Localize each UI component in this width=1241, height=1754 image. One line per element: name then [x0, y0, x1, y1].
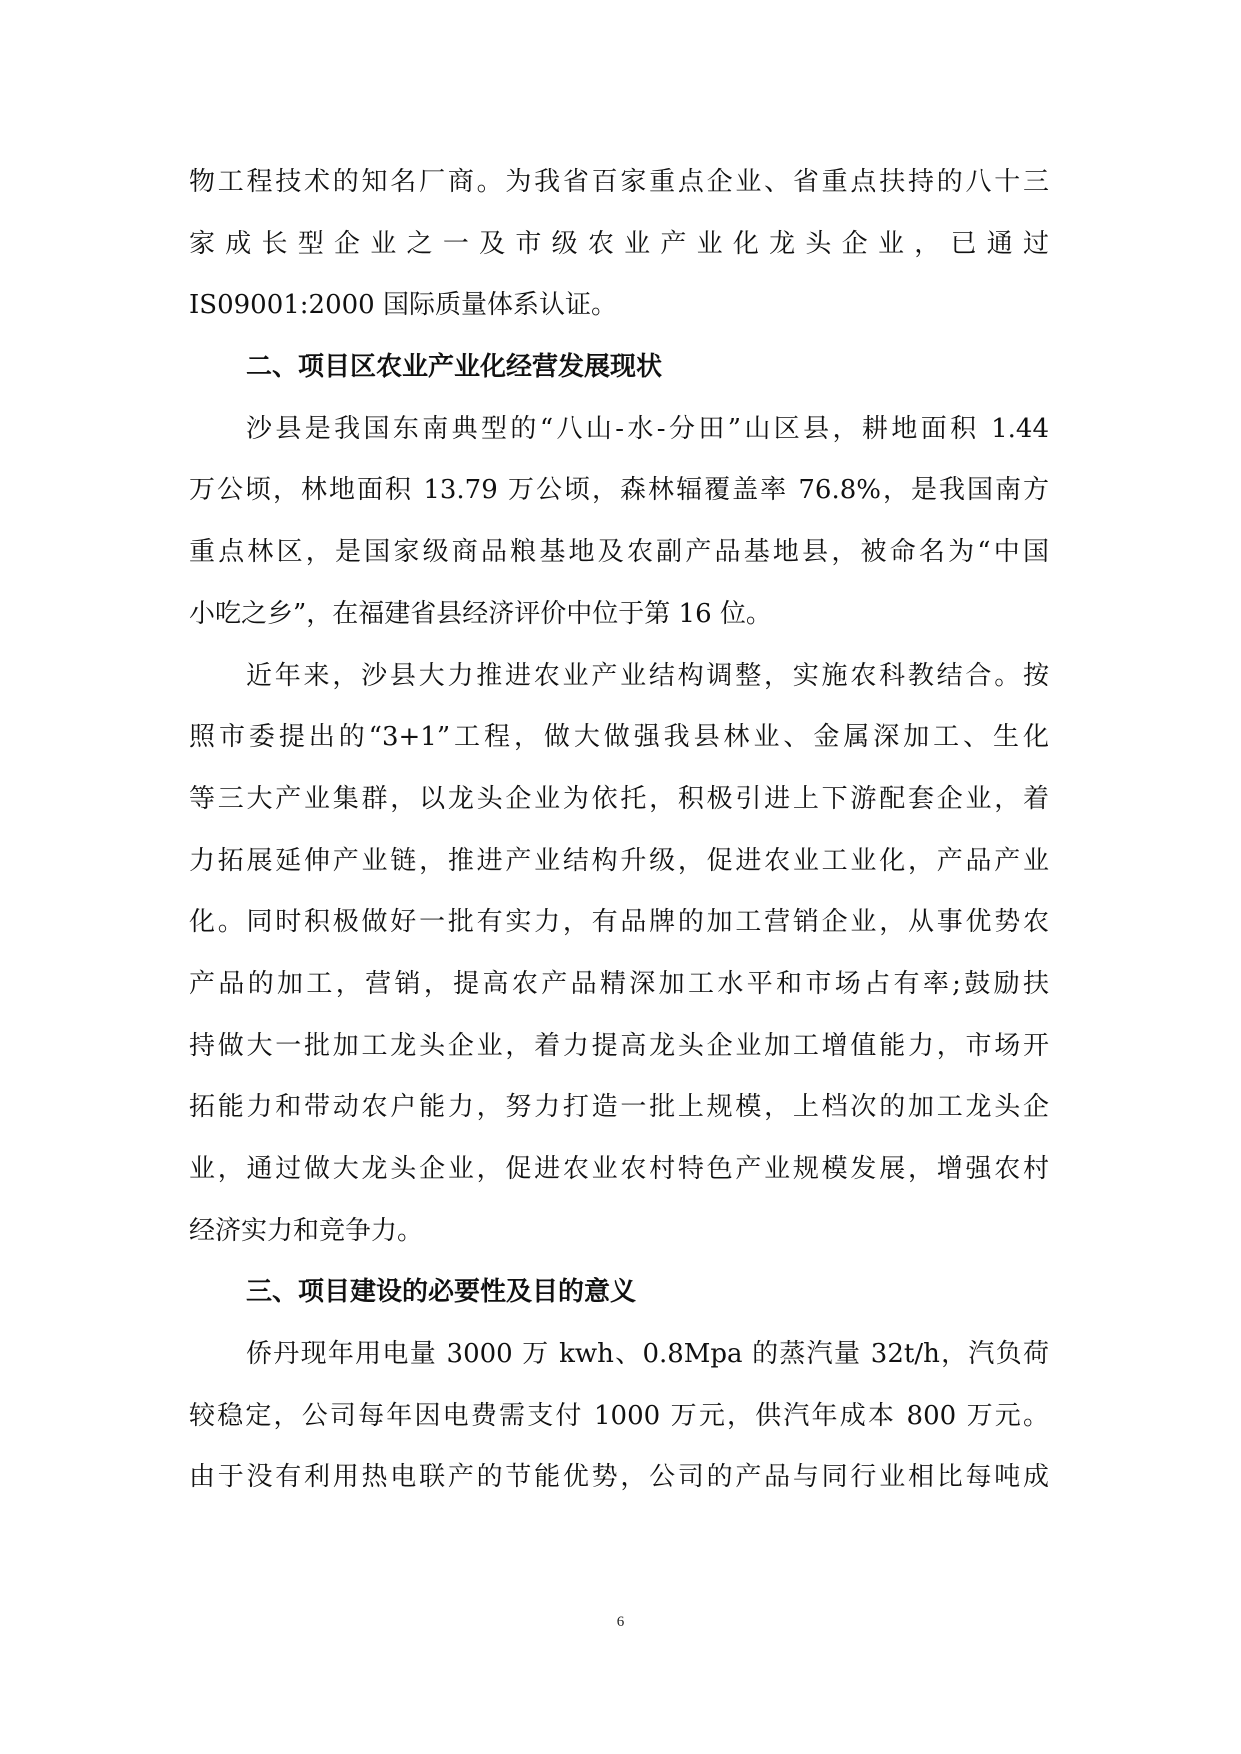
body-line: 重点林区，是国家级商品粮基地及农副产品基地县，被命名为“中国: [189, 537, 1049, 568]
page-number: 6: [616, 1614, 625, 1630]
body-line: 万公顷，林地面积 13.79 万公顷，森林辐覆盖率 76.8%，是我国南方: [189, 475, 1049, 506]
section-heading: 二、项目区农业产业化经营发展现状: [246, 352, 663, 383]
body-line: 沙县是我国东南典型的“八山-水-分田”山区县，耕地面积 1.44: [246, 413, 1049, 444]
body-line: 近年来，沙县大力推进农业产业结构调整，实施农科教结合。按: [246, 660, 1049, 691]
body-line: IS09001:2000 国际质量体系认证。: [189, 290, 617, 321]
body-line: 产品的加工，营销，提高农产品精深加工水平和市场占有率;鼓励扶: [189, 968, 1049, 999]
body-line: 力拓展延伸产业链，推进产业结构升级，促进农业工业化，产品产业: [189, 845, 1049, 876]
body-line: 家成长型企业之一及市级农业产业化龙头企业，已通过: [189, 228, 1049, 259]
body-line: 较稳定，公司每年因电费需支付 1000 万元，供汽年成本 800 万元。: [189, 1400, 1049, 1431]
body-line: 侨丹现年用电量 3000 万 kwh、0.8Mpa 的蒸汽量 32t/h，汽负荷: [246, 1339, 1049, 1370]
body-line: 物工程技术的知名厂商。为我省百家重点企业、省重点扶持的八十三: [189, 167, 1049, 197]
body-line: 拓能力和带动农户能力，努力打造一批上规模，上档次的加工龙头企: [189, 1092, 1049, 1123]
body-line: 小吃之乡”，在福建省县经济评价中位于第 16 位。: [189, 598, 772, 629]
body-line: 化。同时积极做好一批有实力，有品牌的加工营销企业，从事优势农: [189, 907, 1049, 938]
body-line: 照市委提出的“3+1”工程，做大做强我县林业、金属深加工、生化: [189, 722, 1049, 753]
body-line: 由于没有利用热电联产的节能优势，公司的产品与同行业相比每吨成: [189, 1462, 1049, 1493]
body-line: 业，通过做大龙头企业，促进农业农村特色产业规模发展，增强农村: [189, 1154, 1049, 1184]
body-line: 等三大产业集群，以龙头企业为依托，积极引进上下游配套企业，着: [189, 783, 1049, 814]
body-line: 持做大一批加工龙头企业，着力提高龙头企业加工增值能力，市场开: [189, 1030, 1049, 1061]
document-body: [189, 152, 1049, 1509]
section-heading: 三、项目建设的必要性及目的意义: [246, 1277, 637, 1308]
body-line: 经济实力和竞争力。: [189, 1215, 424, 1246]
